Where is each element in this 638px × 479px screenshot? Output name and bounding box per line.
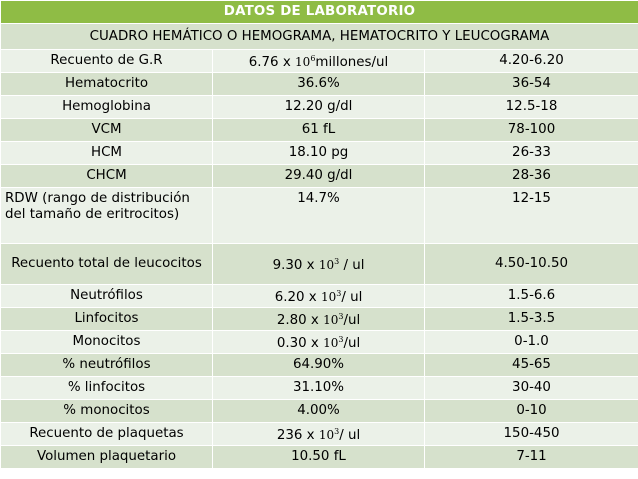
row-label: % neutrófilos [1,354,213,377]
table-row [1,285,638,308]
row-label: Monocitos [1,331,213,354]
row-value: 29.40 g/dl [213,165,425,188]
row-range: 4.50-10.50 [425,244,638,285]
row-label: Hemoglobina [1,96,213,119]
row-range: 36-54 [425,73,638,96]
table-row [1,423,638,446]
row-value: 64.90% [213,354,425,377]
row-range: 1.5-6.6 [425,285,638,308]
table-row [1,400,638,423]
row-range: 12.5-18 [425,96,638,119]
table-row [1,96,638,119]
row-label: Recuento de plaquetas [1,423,213,446]
row-value: 4.00% [213,400,425,423]
row-label: Volumen plaquetario [1,446,213,469]
row-value: 31.10% [213,377,425,400]
row-label: RDW (rango de distribución del tamaño de eritrocitos) [1,188,213,244]
table-row [1,142,638,165]
table-row [1,377,638,400]
table-row [1,331,638,354]
row-label: % monocitos [1,400,213,423]
row-range: 4.20-6.20 [425,50,638,73]
row-range: 45-65 [425,354,638,377]
table-row [1,244,638,285]
table-row [1,119,638,142]
row-range: 0-1.0 [425,331,638,354]
row-value: 6.20 x $10^3/$ ul [213,285,425,308]
table-row [1,50,638,73]
table-row [1,73,638,96]
row-range: 26-33 [425,142,638,165]
row-label: HCM [1,142,213,165]
row-value: 236 x $10^3/$ ul [213,423,425,446]
row-value: 0.30 x $10^3/ul$ [213,331,425,354]
row-value: 6.76 x $10^6millones/ul$ [213,50,425,73]
row-range: 150-450 [425,423,638,446]
row-value: 36.6% [213,73,425,96]
row-label: VCM [1,119,213,142]
row-range: 28-36 [425,165,638,188]
row-range: 12-15 [425,188,638,244]
row-value: 14.7% [213,188,425,244]
table-row [1,188,638,244]
row-value: 18.10 pg [213,142,425,165]
row-value: 12.20 g/dl [213,96,425,119]
row-range: 30-40 [425,377,638,400]
row-value: 9.30 x $10^3$ / ul [213,244,425,285]
table-title-row [1,1,638,24]
row-value: 2.80 x $10^3/ul$ [213,308,425,331]
row-label: Hematocrito [1,73,213,96]
row-label: Recuento de G.R [1,50,213,73]
table-title: DATOS DE LABORATORIO [1,1,638,24]
row-label: CHCM [1,165,213,188]
table-subtitle-row [1,24,638,50]
row-label: % linfocitos [1,377,213,400]
row-range: 78-100 [425,119,638,142]
row-range: 0-10 [425,400,638,423]
table-row [1,446,638,469]
row-label: Neutrófilos [1,285,213,308]
table-row [1,308,638,331]
row-value: 10.50 fL [213,446,425,469]
table-row [1,354,638,377]
row-label: Recuento total de leucocitos [1,244,213,285]
row-range: 7-11 [425,446,638,469]
row-value: 61 fL [213,119,425,142]
row-label: Linfocitos [1,308,213,331]
table-subtitle: CUADRO HEMÁTICO O HEMOGRAMA, HEMATOCRITO Y LEUCOGRAMA [1,24,638,50]
row-range: 1.5-3.5 [425,308,638,331]
table-row [1,165,638,188]
